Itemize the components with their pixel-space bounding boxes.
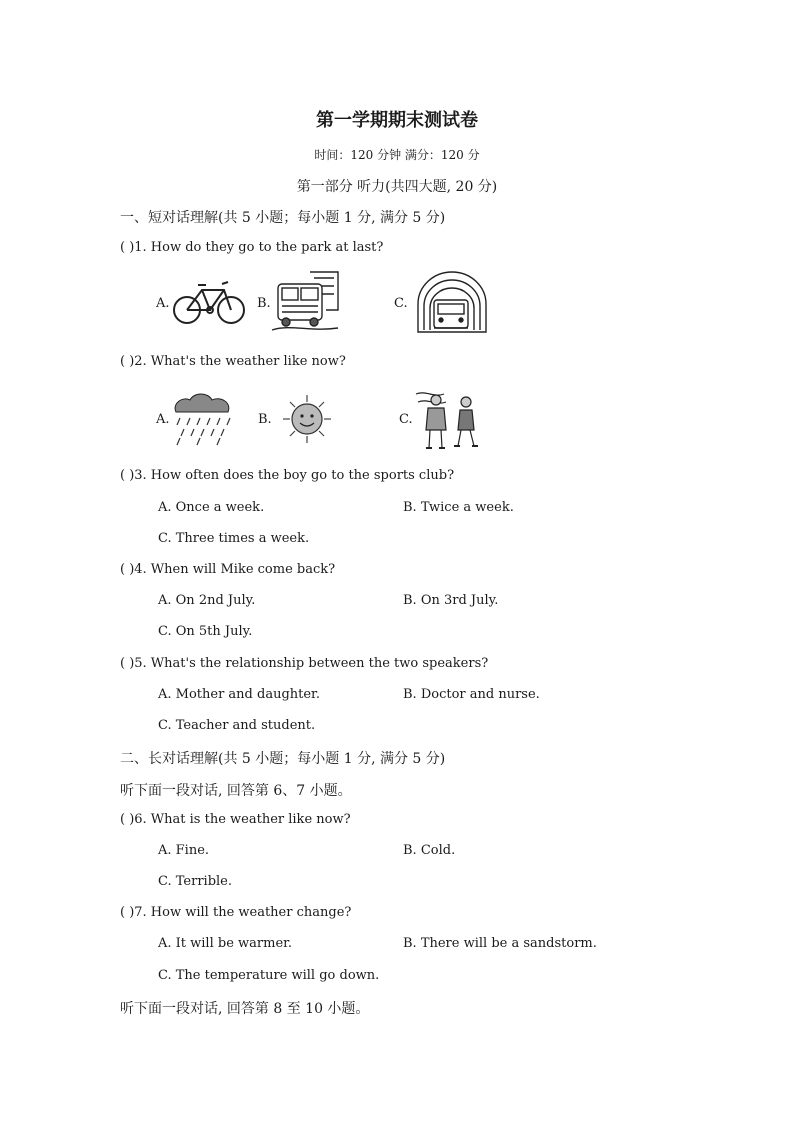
question-7: ( )7. How will the weather change? [120,905,352,920]
option-a: A. Mother and daughter. [158,687,320,702]
option-c: C. The temperature will go down. [158,968,380,983]
option-b: B. There will be a sandstorm. [403,936,597,951]
windy-people-icon [414,388,484,454]
option-label-b: B. [258,412,272,427]
question-4: ( )4. When will Mike come back? [120,562,336,577]
option-c: C. Terrible. [158,874,232,889]
option-a: A. It will be warmer. [158,936,293,951]
option-label-c: C. [399,412,413,427]
sun-icon [282,394,332,444]
option-b: B. On 3rd July. [403,593,499,608]
question-3: ( )3. How often does the boy go to the sports club? [120,468,455,483]
option-label-b: B. [257,296,271,311]
option-label-c: C. [394,296,408,311]
bus-icon [270,270,340,334]
option-a: A. Fine. [158,843,210,858]
option-label-a: A. [156,412,170,427]
option-a: A. On 2nd July. [158,593,256,608]
option-b: B. Twice a week. [403,500,514,515]
option-b: B. Doctor and nurse. [403,687,540,702]
question-6: ( )6. What is the weather like now? [120,812,351,827]
instruction-2: 听下面一段对话, 回答第 8 至 10 小题。 [120,1001,370,1017]
exam-meta: 时间：120 分钟 满分：120 分 [314,148,480,162]
bicycle-icon [172,278,246,326]
option-b: B. Cold. [403,843,456,858]
option-c: C. Teacher and student. [158,718,316,733]
question-1: ( )1. How do they go to the park at last? [120,240,384,255]
option-a: A. Once a week. [158,500,265,515]
rain-cloud-icon [170,392,238,446]
instruction-1: 听下面一段对话, 回答第 6、7 小题。 [120,783,352,799]
section-heading-1: 一、短对话理解(共 5 小题；每小题 1 分, 满分 5 分) [120,210,446,226]
section-heading-2: 二、长对话理解(共 5 小题；每小题 1 分, 满分 5 分) [120,751,446,767]
option-c: C. On 5th July. [158,624,253,639]
page-title: 第一学期期末测试卷 [316,110,478,131]
train-tunnel-icon [414,270,490,334]
option-c: C. Three times a week. [158,531,310,546]
part-heading: 第一部分 听力(共四大题, 20 分) [296,179,498,195]
question-2: ( )2. What's the weather like now? [120,354,346,369]
option-label-a: A. [156,296,170,311]
question-5: ( )5. What's the relationship between the two speakers? [120,656,489,671]
